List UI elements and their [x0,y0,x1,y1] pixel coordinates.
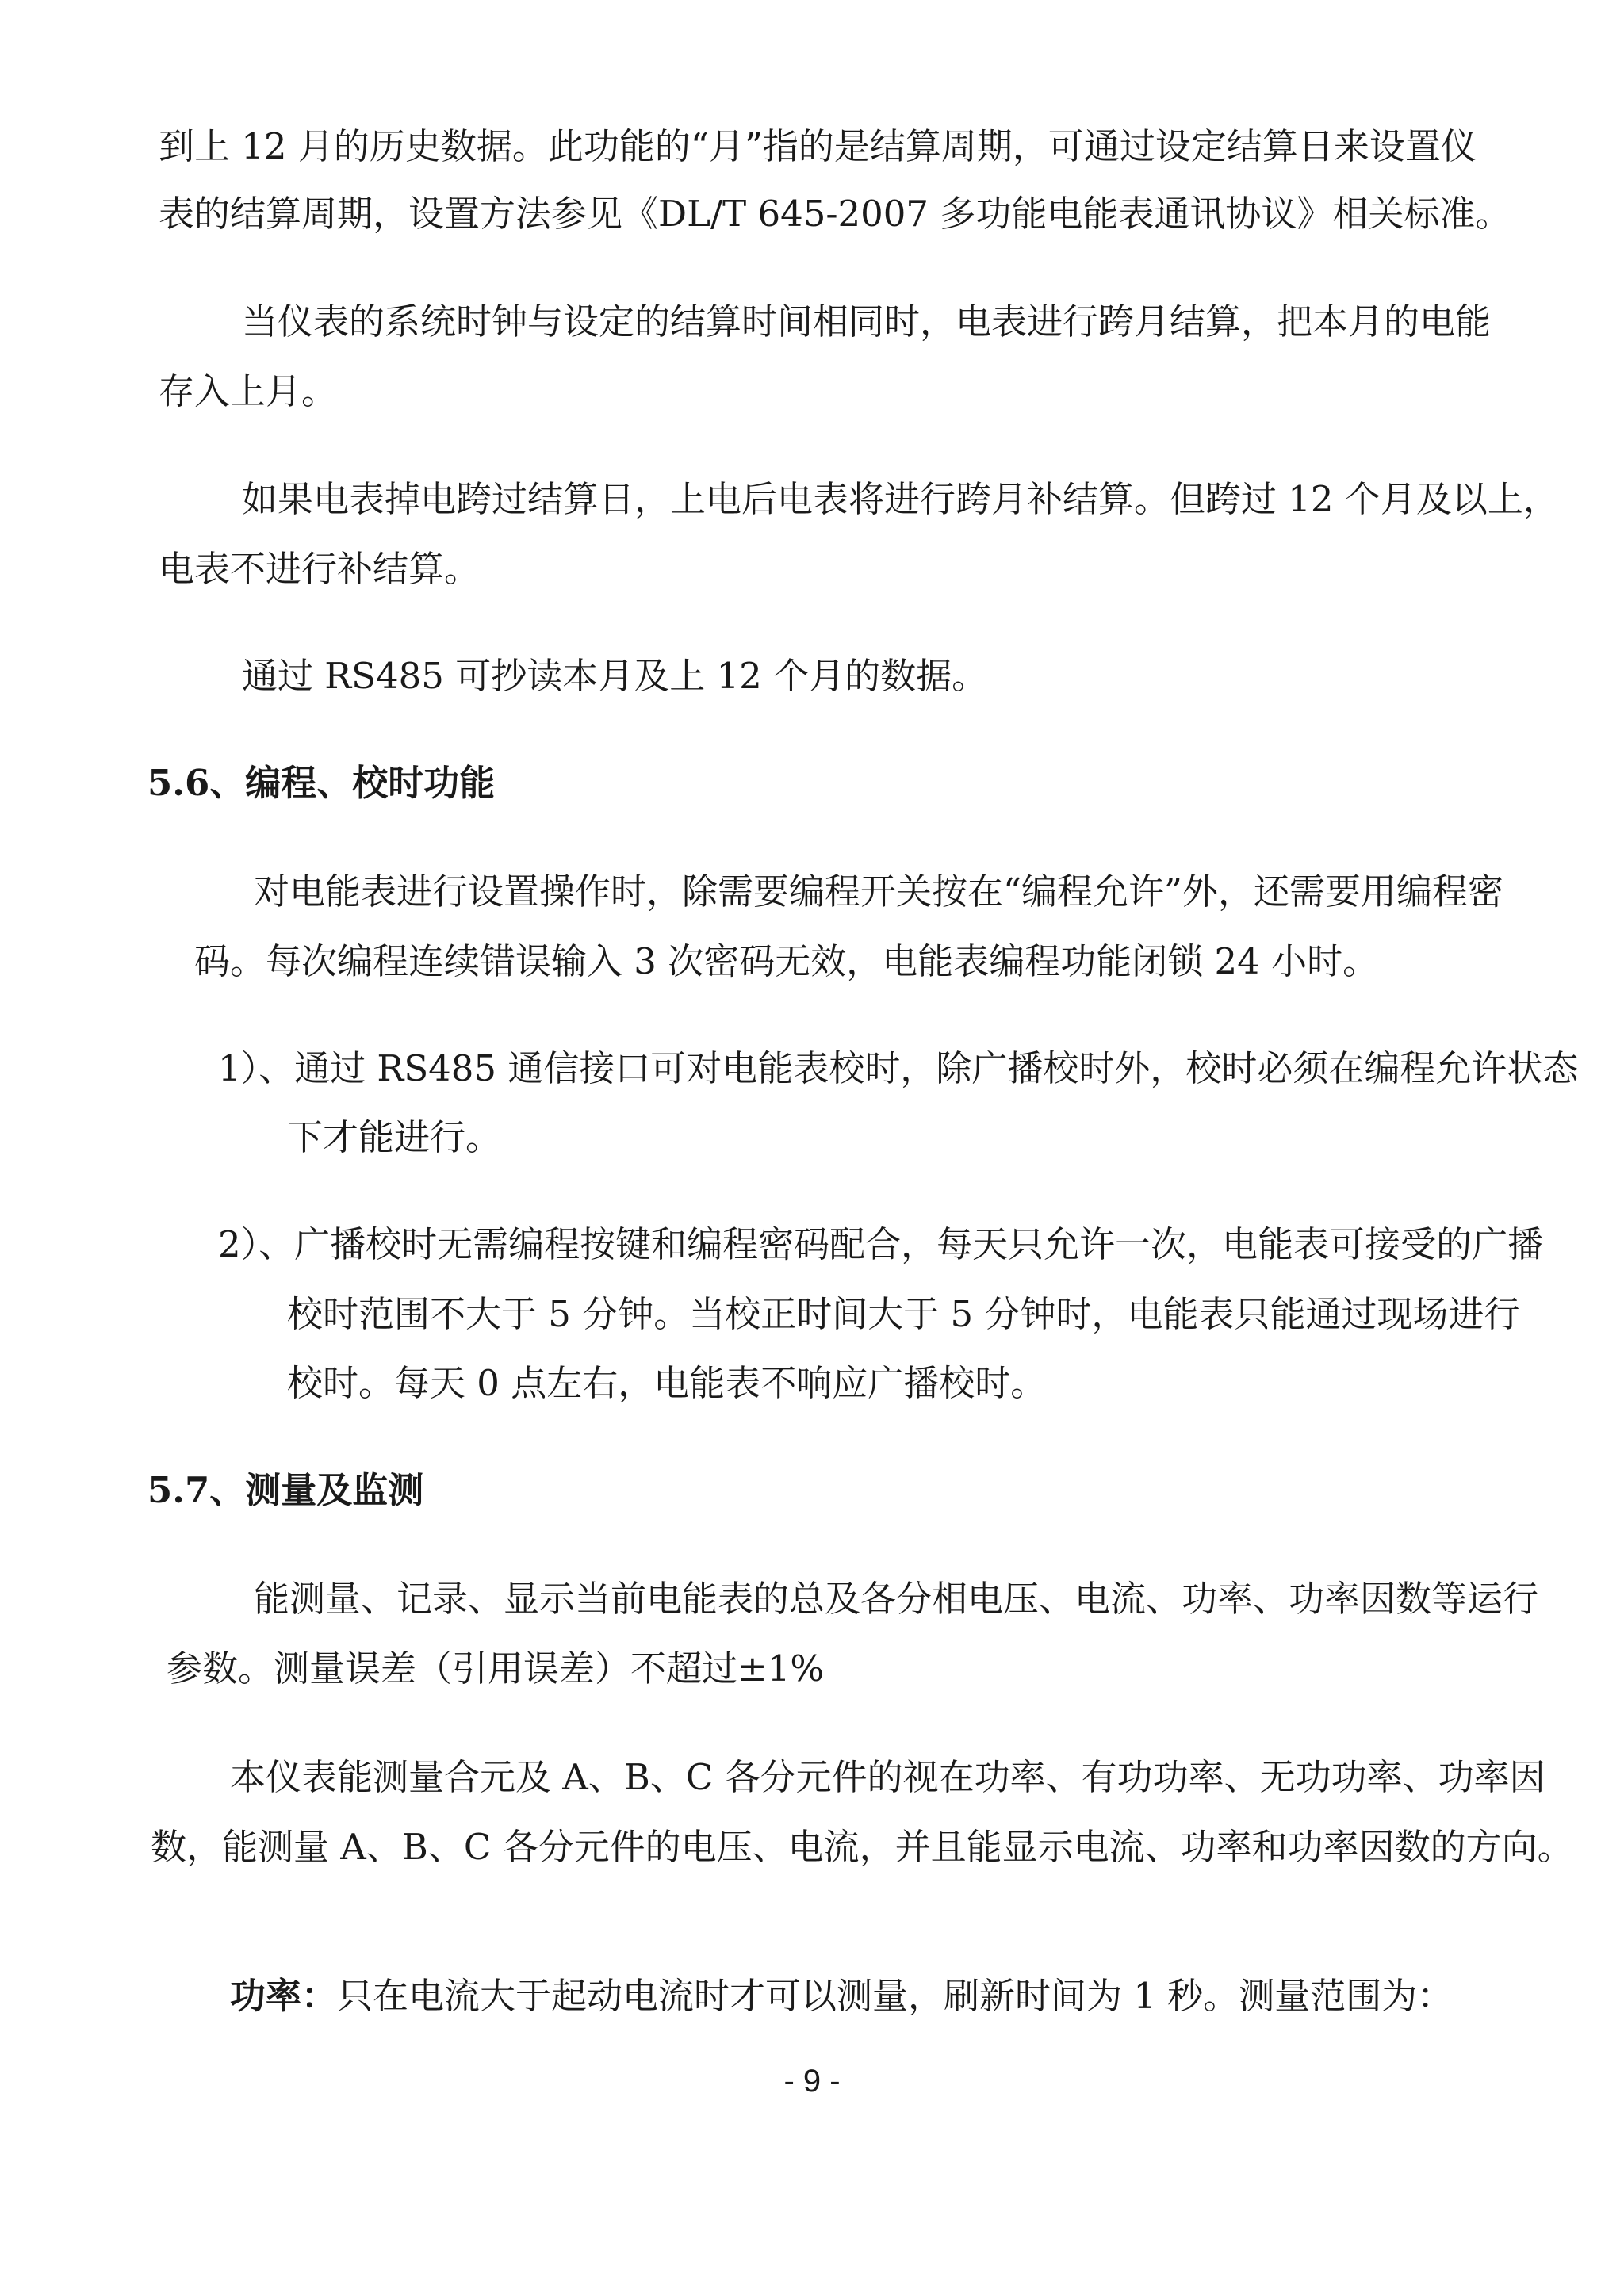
paragraph-line: 本仪表能测量合元及 A、B、C 各分元件的视在功率、有功功率、无功功率、功率因 [230,1756,1545,1798]
section-heading-5-6: 5.6、编程、校时功能 [147,762,496,804]
power-text: 只在电流大于起动电流时才可以测量，刷新时间为 1 秒。测量范围为： [337,1975,1454,2017]
list-item-line: 下才能进行。 [287,1116,502,1158]
section-heading-5-7: 5.7、测量及监测 [147,1469,424,1511]
paragraph-line: 如果电表掉电跨过结算日，上电后电表将进行跨月补结算。但跨过 12 个月及以上， [242,478,1559,520]
power-line [230,1973,1453,2020]
paragraph-line: 对电能表进行设置操作时，除需要编程开关按在“编程允许”外，还需要用编程密 [254,871,1504,913]
paragraph-line: 参数。测量误差（引用误差）不超过±1% [167,1647,825,1689]
paragraph-line: 到上 12 月的历史数据。此功能的“月”指的是结算周期，可通过设定结算日来设置仪 [159,125,1477,167]
power-label: 功率： [230,1975,338,2017]
paragraph-line: 码。每次编程连续错误输入 3 次密码无效，电能表编程功能闭锁 24 小时。 [194,940,1379,982]
paragraph-line: 能测量、记录、显示当前电能表的总及各分相电压、电流、功率、功率因数等运行 [254,1578,1539,1620]
list-item-line: 1）、通过 RS485 通信接口可对电能表校时，除广播校时外，校时必须在编程允许状态 [218,1047,1579,1089]
paragraph-line: 数，能测量 A、B、C 各分元件的电压、电流，并且能显示电流、功率和功率因数的方向。 [151,1826,1573,1868]
paragraph-line: 存入上月。 [159,370,338,412]
paragraph-line: 表的结算周期，设置方法参见《DL/T 645-2007 多功能电能表通讯协议》相关标准。 [159,193,1511,235]
list-item-line: 校时范围不大于 5 分钟。当校正时间大于 5 分钟时，电能表只能通过现场进行 [287,1293,1520,1335]
paragraph-line: 通过 RS485 可抄读本月及上 12 个月的数据。 [242,655,988,697]
list-item-line: 2）、广播校时无需编程按键和编程密码配合，每天只允许一次，电能表可接受的广播 [218,1223,1544,1265]
page-number: - 9 - [783,2064,841,2099]
paragraph-line: 当仪表的系统时钟与设定的结算时间相同时，电表进行跨月结算，把本月的电能 [242,300,1492,342]
paragraph-line: 电表不进行补结算。 [159,548,481,590]
list-item-line: 校时。每天 0 点左右，电能表不响应广播校时。 [287,1362,1047,1404]
